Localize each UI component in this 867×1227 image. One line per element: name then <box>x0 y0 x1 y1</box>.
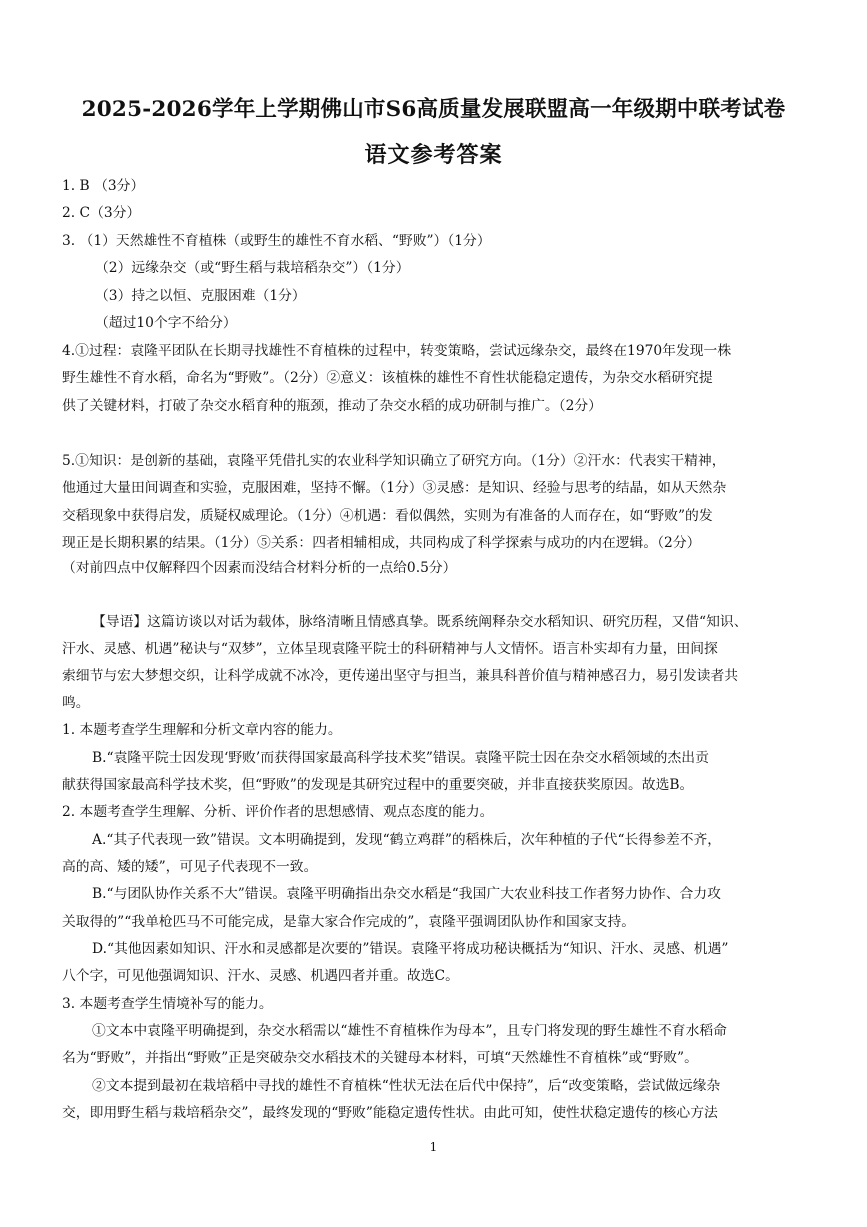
page-title: 2025-2026学年上学期佛山市S6高质量发展联盟高一年级期中联考试卷 <box>81 97 786 122</box>
explanation-line: 关取得的”“我单枪匹马不可能完成，是靠大家合作完成的”，袁隆平强调团队协作和国家支持。 <box>62 914 636 930</box>
explanation-line: B.“与团队协作关系不大”错误。袁隆平明确指出杂交水稻是“我国广大农业科技工作者努力协作、合力攻 <box>92 886 721 902</box>
answer-3: 3. （1）天然雄性不育植株（或野生的雄性不育水稻、“野败”）（1分） <box>62 233 491 249</box>
explanation-line: 八个字，可见他强调知识、汗水、灵感、机遇四者并重。故选C。 <box>62 968 459 984</box>
answer-4-line: 4.①过程：袁隆平团队在长期寻找雄性不育植株的过程中，转变策略，尝试远缘杂交，最终在1970年发现一株 <box>62 343 732 359</box>
explanation-heading: 1. 本题考查学生理解和分析文章内容的能力。 <box>62 722 342 738</box>
page-subtitle: 语文参考答案 <box>364 142 503 168</box>
answer-3-item-2: （2）远缘杂交（或“野生稻与栽培稻杂交”）（1分） <box>95 260 410 276</box>
intro-line: 鸣。 <box>62 695 90 711</box>
intro-line: 索细节与宏大梦想交织，让科学成就不冰冷，更传递出坚守与担当，兼具科普价值与精神感召力，易引发读者共 <box>62 668 739 684</box>
intro-line: 【导语】这篇访谈以对话为载体，脉络清晰且情感真挚。既系统阐释杂交水稻知识、研究历程，又借“知识、 <box>92 614 748 630</box>
answer-4-line: 供了关键材料，打破了杂交水稻育种的瓶颈，推动了杂交水稻的成功研制与推广。（2分） <box>62 398 602 414</box>
answer-5-line: 5.①知识：是创新的基础，袁隆平凭借扎实的农业科学知识确立了研究方向。（1分）②汗水：代表实干精神， <box>62 453 726 469</box>
answer-2: 2. C（3分） <box>62 205 141 221</box>
explanation-line: B.“袁隆平院士因发现‘野败’而获得国家最高科学技术奖”错误。袁隆平院士因在杂交水稻领域的杰出贡 <box>92 750 709 766</box>
explanation-line: 交，即用野生稻与栽培稻杂交”，最终发现的“野败”能稳定遗传性状。由此可知，使性状稳定遗传的核心方法 <box>62 1105 718 1121</box>
intro-line: 汗水、灵感、机遇”秘诀与“双梦”，立体呈现袁隆平院士的科研精神与人文情怀。语言朴实却有力量，田间探 <box>62 641 718 657</box>
explanation-heading: 2. 本题考查学生理解、分析、评价作者的思想感情、观点态度的能力。 <box>62 804 494 820</box>
explanation-line: D.“其他因素如知识、汗水和灵感都是次要的”错误。袁隆平将成功秘诀概括为“知识、汗水、灵感、机遇” <box>92 941 729 957</box>
answer-5-line: 他通过大量田间调查和实验，克服困难，坚持不懈。（1分）③灵感：是知识、经验与思考的结晶，如从天然杂 <box>62 480 727 496</box>
answer-3-note: （超过10个字不给分） <box>95 315 237 331</box>
explanation-heading: 3. 本题考查学生情境补写的能力。 <box>62 996 273 1012</box>
answer-3-item-3: （3）持之以恒、克服困难（1分） <box>95 288 306 304</box>
answer-5-note: （对前四点中仅解释四个因素而没结合材料分析的一点给0.5分） <box>62 560 457 576</box>
explanation-line: 献获得国家最高科学技术奖，但“野败”的发现是其研究过程中的重要突破，并非直接获奖原因。故选B。 <box>62 777 694 793</box>
answer-5-line: 现正是长期积累的结果。（1分）⑤关系：四者相辅相成，共同构成了科学探索与成功的内在逻辑。（2分） <box>62 535 701 551</box>
explanation-line: 名为“野败”，并指出“野败”正是突破杂交水稻技术的关键母本材料，可填“天然雄性不育植株”或“野败”。 <box>62 1050 698 1066</box>
explanation-line: A.“其子代表现一致”错误。文本明确提到，发现“鹤立鸡群”的稻株后，次年种植的子代“长得参差不齐， <box>92 832 722 848</box>
answer-4-line: 野生雄性不育水稻，命名为“野败”。（2分）②意义：该植株的雄性不育性状能稳定遗传，为杂交水稻研究提 <box>62 370 713 386</box>
page-number: 1 <box>429 1140 438 1154</box>
explanation-line: ①文本中袁隆平明确提到，杂交水稻需以“雄性不育植株作为母本”，且专门将发现的野生雄性不育水稻命 <box>92 1023 727 1039</box>
explanation-line: ②文本提到最初在栽培稻中寻找的雄性不育植株“性状无法在后代中保持”，后“改变策略，尝试做远缘杂 <box>92 1078 721 1094</box>
answer-5-line: 交稻现象中获得启发，质疑权威理论。（1分）④机遇：看似偶然，实则为有准备的人而存在，如“野败”的发 <box>62 508 713 524</box>
explanation-line: 高的高、矮的矮”，可见子代表现不一致。 <box>62 859 318 875</box>
answer-1: 1. B （3分） <box>62 178 145 194</box>
